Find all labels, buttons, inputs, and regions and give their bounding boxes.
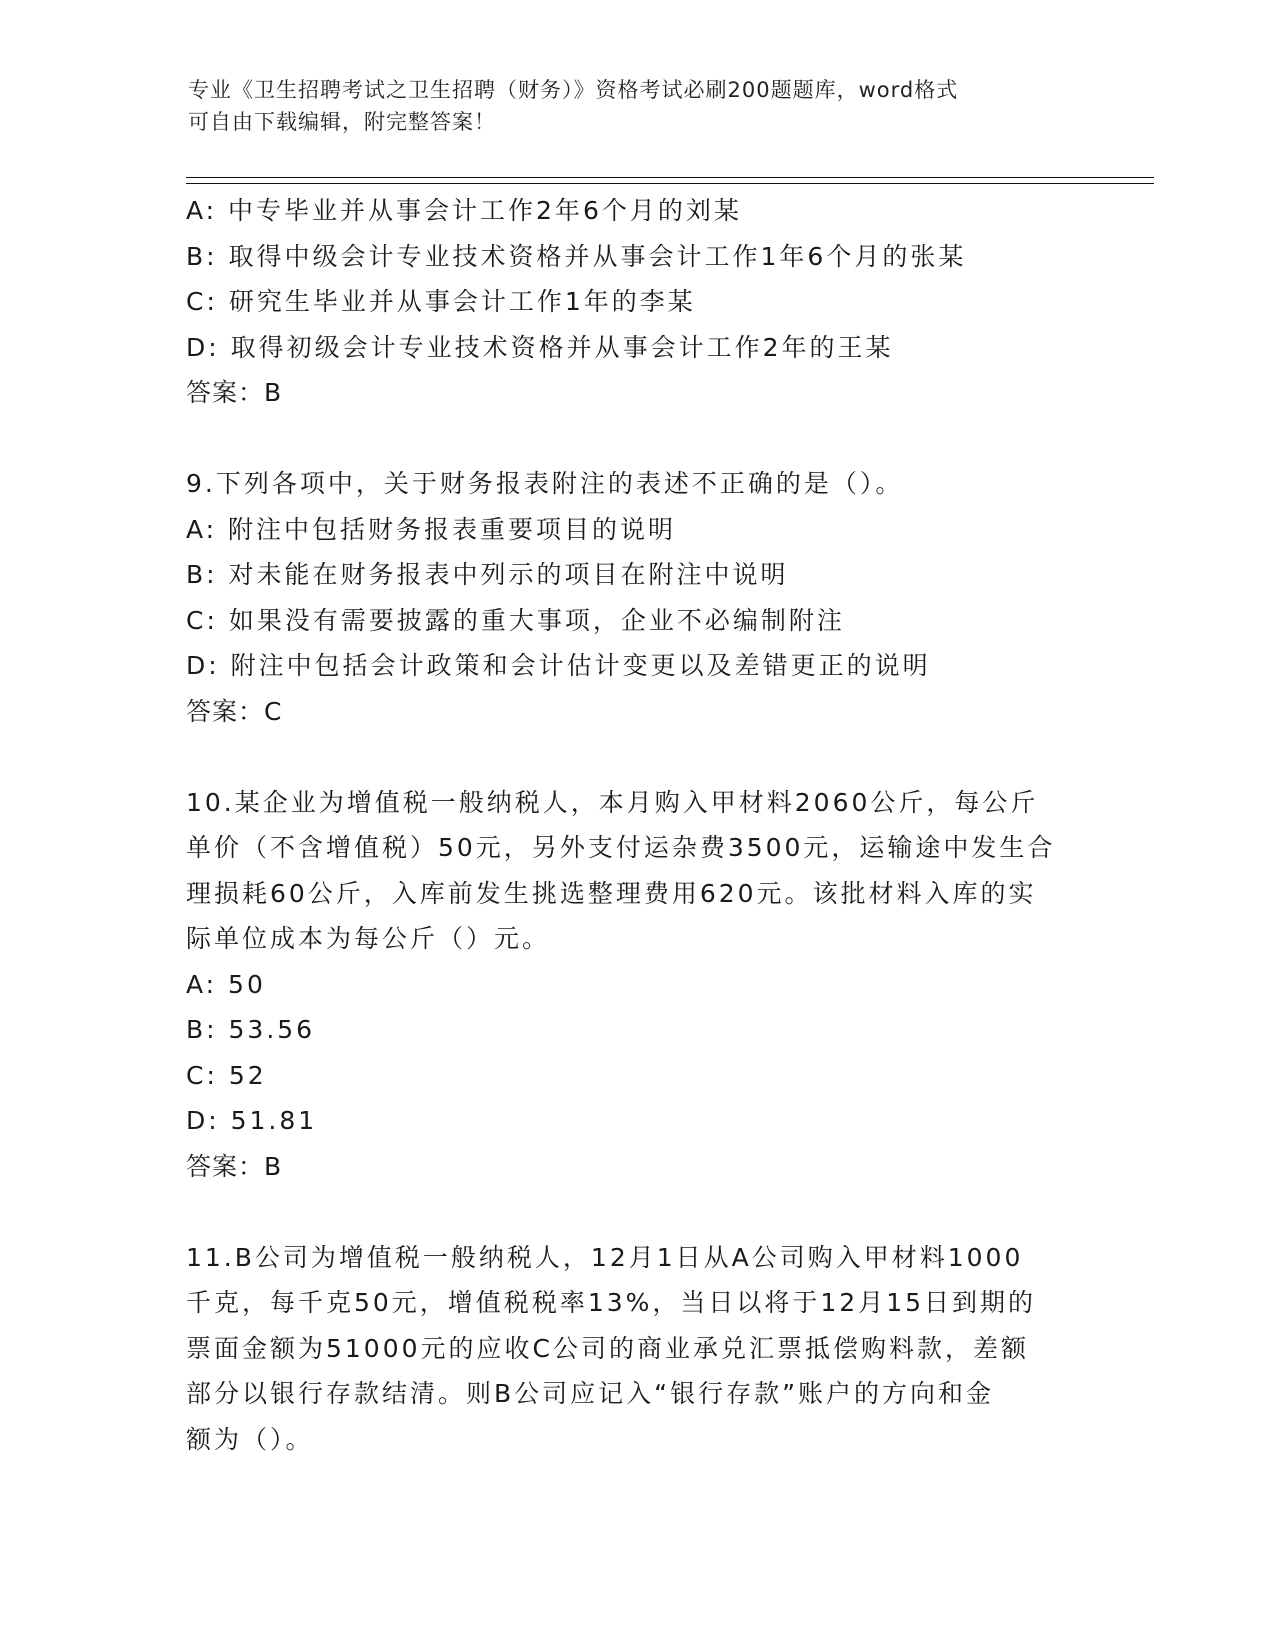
header-line-1: 专业《卫生招聘考试之卫生招聘（财务）》资格考试必刷200题题库，word格式 bbox=[188, 78, 959, 102]
question-stem: 9.下列各项中，关于财务报表附注的表述不正确的是（）。 bbox=[186, 469, 904, 498]
option-b: B: 取得中级会计专业技术资格并从事会计工作1年6个月的张某 bbox=[186, 241, 967, 271]
option-c: C: 研究生毕业并从事会计工作1年的李某 bbox=[186, 287, 696, 316]
question-8 bbox=[186, 188, 1086, 416]
question-11 bbox=[186, 1235, 1086, 1463]
question-stem-line: 单价（不含增值税）50元，另外支付运杂费3500元，运输途中发生合 bbox=[186, 833, 1056, 862]
header-divider bbox=[186, 177, 1154, 184]
question-stem-line: 理损耗60公斤，入库前发生挑选整理费用620元。该批材料入库的实 bbox=[186, 878, 1037, 908]
question-9 bbox=[186, 461, 1086, 734]
option-c: C: 如果没有需要披露的重大事项，企业不必编制附注 bbox=[186, 605, 845, 635]
question-stem-line: 10.某企业为增值税一般纳税人，本月购入甲材料2060公斤，每公斤 bbox=[186, 787, 1039, 817]
header-line-2: 可自由下载编辑，附完整答案！ bbox=[188, 110, 496, 134]
option-c: C: 52 bbox=[186, 1060, 267, 1090]
question-stem-line: 票面金额为51000元的应收C公司的商业承兑汇票抵偿购料款，差额 bbox=[186, 1333, 1029, 1363]
answer-label: 答案：B bbox=[186, 1151, 283, 1181]
question-10 bbox=[186, 780, 1086, 1190]
question-stem-line: 际单位成本为每公斤（）元。 bbox=[186, 924, 551, 953]
option-a: A: 50 bbox=[186, 969, 266, 999]
option-b: B: 对未能在财务报表中列示的项目在附注中说明 bbox=[186, 560, 789, 589]
answer-label: 答案：B bbox=[186, 378, 283, 407]
document-header bbox=[188, 74, 1068, 138]
answer-label: 答案：C bbox=[186, 696, 283, 726]
option-a: A: 中专毕业并从事会计工作2年6个月的刘某 bbox=[186, 196, 742, 225]
question-stem-line: 千克，每千克50元，增值税税率13%，当日以将于12月15日到期的 bbox=[186, 1288, 1037, 1317]
option-d: D: 附注中包括会计政策和会计估计变更以及差错更正的说明 bbox=[186, 651, 931, 680]
option-d: D: 取得初级会计专业技术资格并从事会计工作2年的王某 bbox=[186, 332, 894, 362]
question-stem-line: 部分以银行存款结清。则B公司应记入“银行存款”账户的方向和金 bbox=[186, 1379, 995, 1408]
question-stem-line: 11.B公司为增值税一般纳税人，12月1日从A公司购入甲材料1000 bbox=[186, 1242, 1024, 1272]
question-list bbox=[186, 188, 1086, 1462]
option-d: D: 51.81 bbox=[186, 1106, 318, 1135]
question-stem-line: 额为（）。 bbox=[186, 1424, 314, 1454]
option-a: A: 附注中包括财务报表重要项目的说明 bbox=[186, 514, 677, 544]
option-b: B: 53.56 bbox=[186, 1015, 316, 1044]
